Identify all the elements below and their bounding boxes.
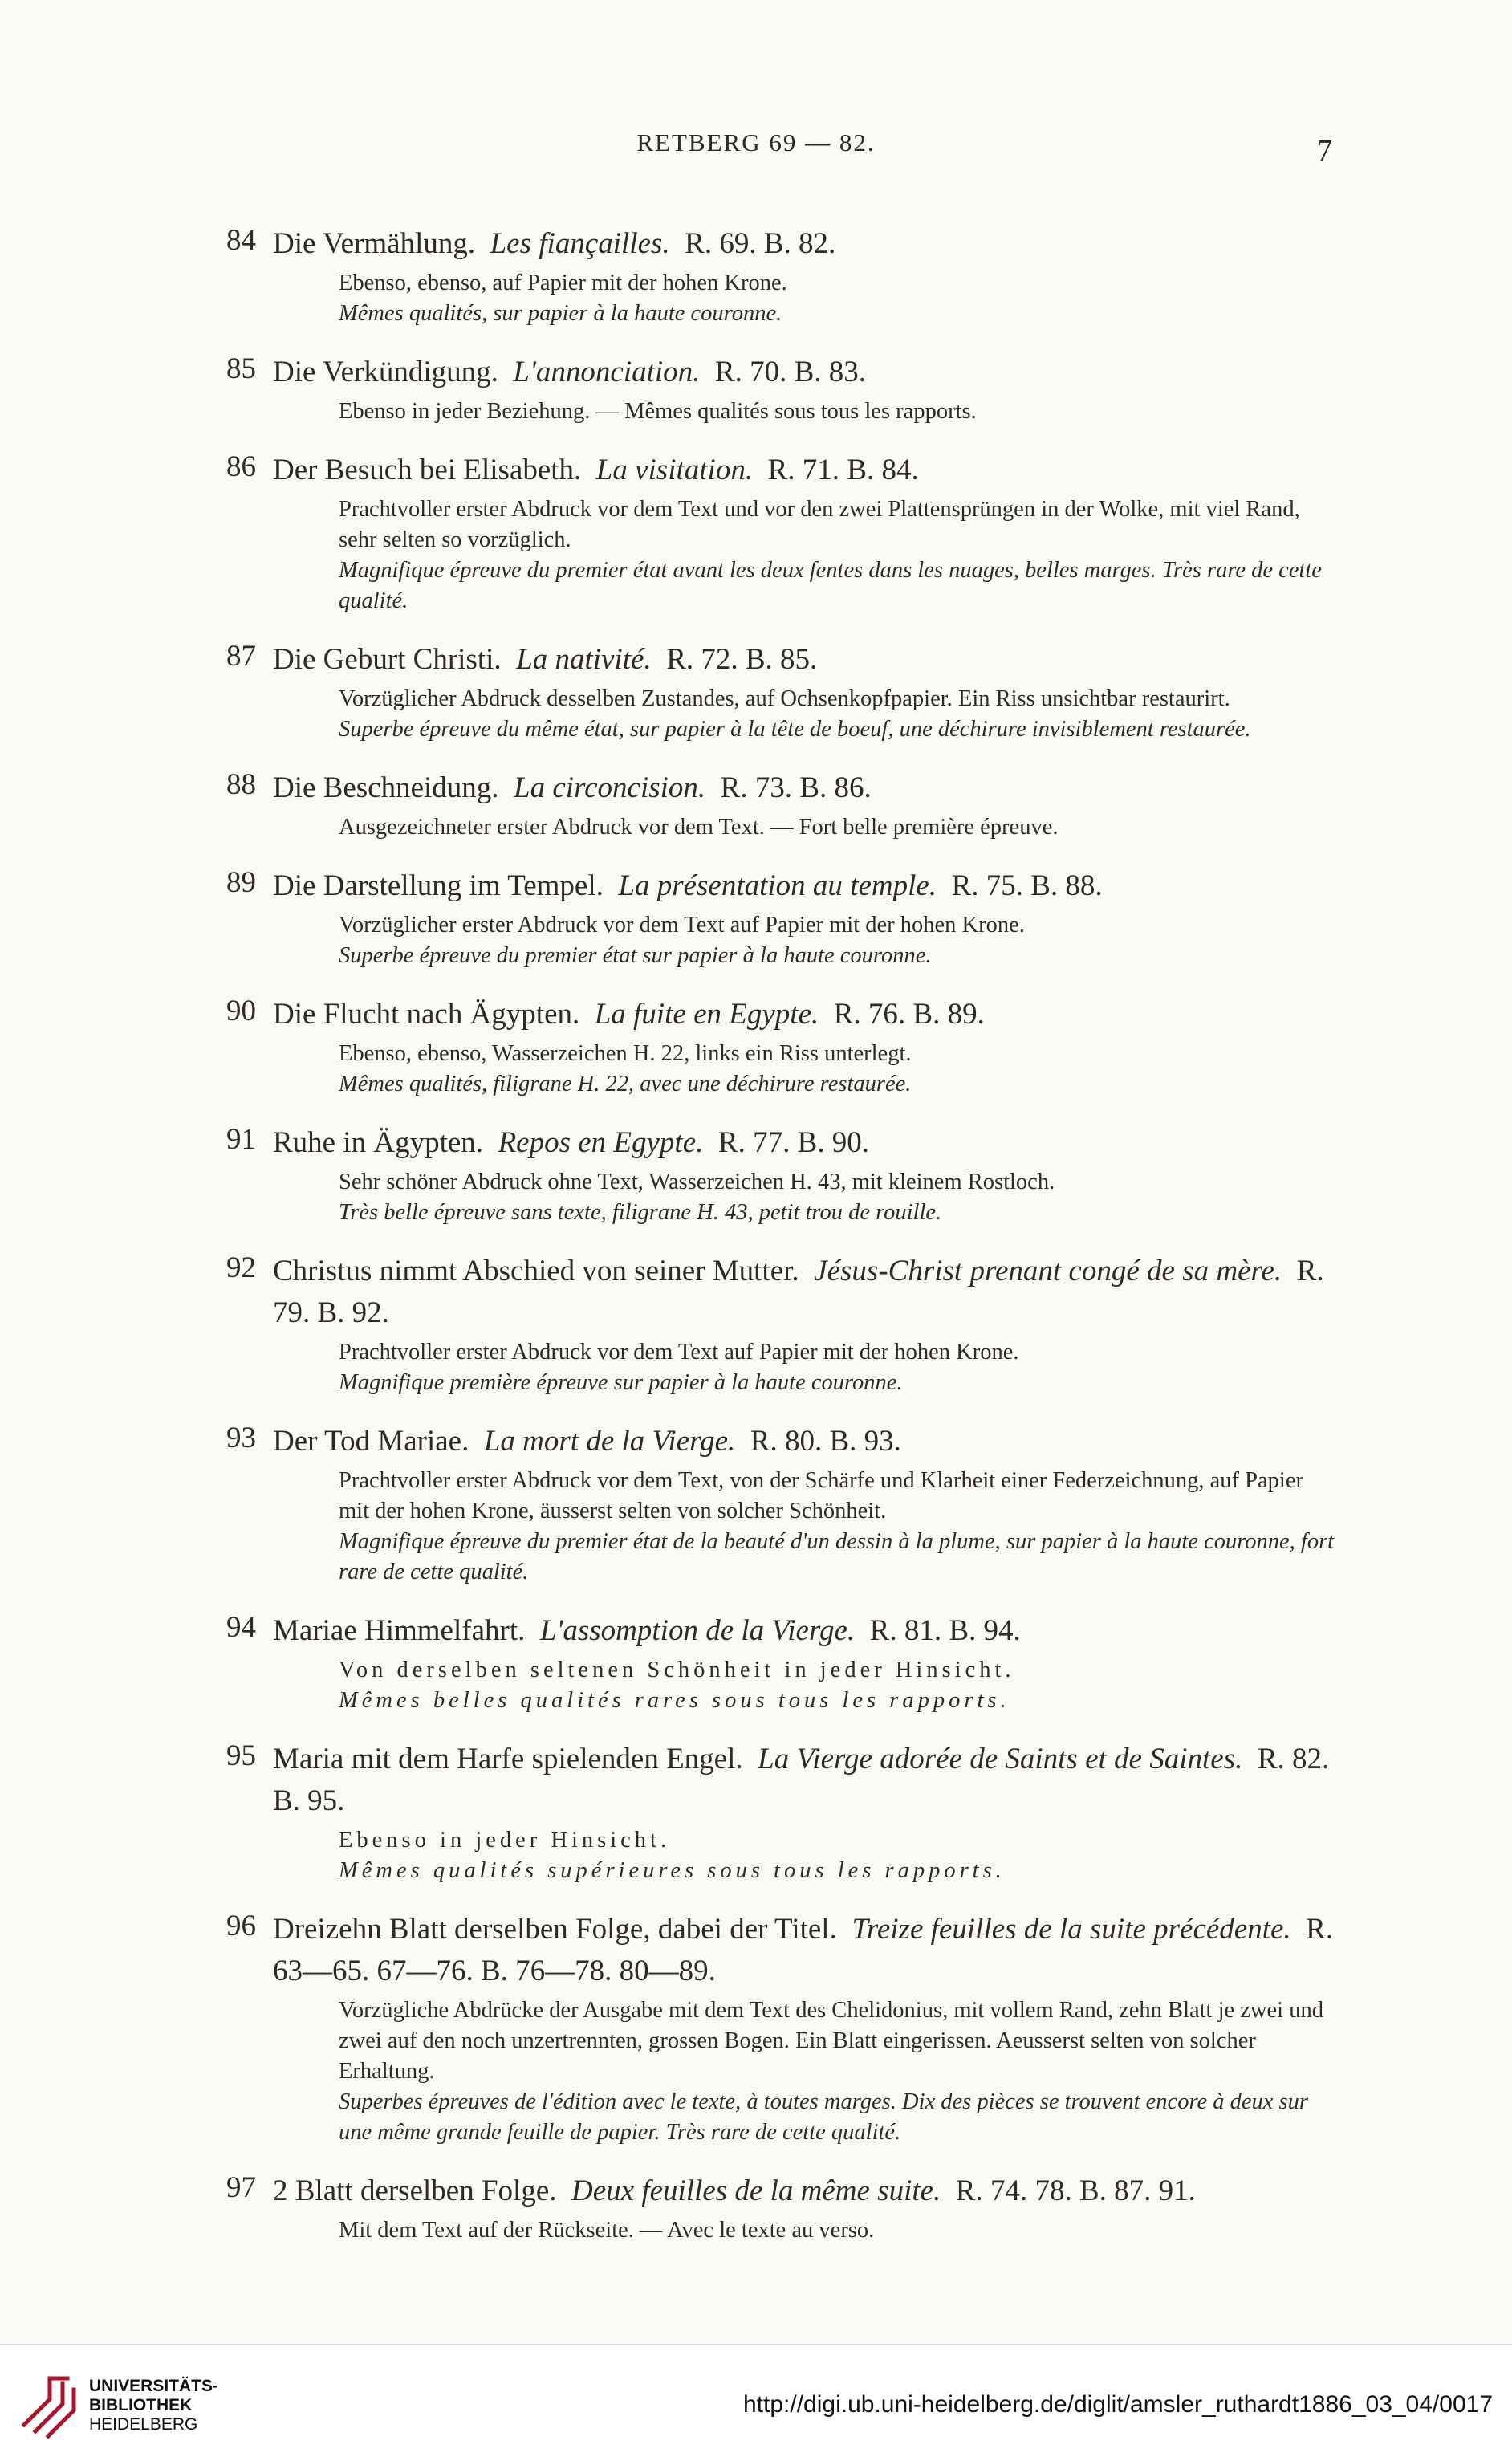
entry-87 — [226, 639, 1336, 745]
entry-description-fr: Mêmes belles qualités rares sous tous les rapports. — [339, 1688, 1010, 1713]
entry-91 — [226, 1122, 1336, 1228]
entry-ref: R. 79. B. 92. — [273, 1255, 1324, 1329]
running-head: RETBERG 69 — 82. — [636, 128, 876, 157]
entry-title-line — [226, 1122, 1336, 1164]
entry-ref: R. 80. B. 93. — [750, 1425, 901, 1458]
entry-ref: R. 74. 78. B. 87. 91. — [955, 2174, 1196, 2207]
entry-title-line — [226, 767, 1336, 809]
entry-description-de: Sehr schöner Abdruck ohne Text, Wasserzeichen H. 43, mit kleinem Rostloch. — [339, 1169, 1055, 1194]
entry-number: 92 — [226, 1251, 256, 1284]
viewer-footer — [0, 2344, 1512, 2461]
entry-number: 85 — [226, 352, 256, 385]
entry-ref: R. 63—65. 67—76. B. 76—78. 80—89. — [273, 1913, 1334, 1987]
entry-description-de: Ebenso, ebenso, auf Papier mit der hohen Krone. — [339, 271, 787, 295]
entry-title-de: Maria mit dem Harfe spielenden Engel. — [273, 1743, 743, 1776]
entry-description-fr: Mêmes qualités, sur papier à la haute couronne. — [339, 301, 782, 326]
entry-title-line — [226, 352, 1336, 393]
entry-title-line — [226, 1909, 1336, 1992]
entry-description-de: Vorzüglicher Abdruck desselben Zustandes, auf Ochsenkopfpapier. Ein Riss unsichtbar restaurirt. — [339, 686, 1230, 711]
entry-title-fr: La présentation au temple. — [618, 869, 937, 902]
entry-title-line — [226, 1251, 1336, 1334]
entry-description-de: Prachtvoller erster Abdruck vor dem Text auf Papier mit der hohen Krone. — [339, 1340, 1019, 1365]
entry-ref: R. 72. B. 85. — [666, 643, 818, 676]
entry-number: 87 — [226, 640, 256, 673]
entry-title-de: Die Verkündigung. — [273, 356, 498, 388]
entry-title-de: Der Besuch bei Elisabeth. — [273, 454, 582, 486]
entry-92 — [226, 1251, 1336, 1398]
library-name — [89, 2377, 218, 2435]
entry-description-fr: Superbe épreuve du premier état sur papier à la haute couronne. — [339, 943, 932, 968]
entry-ref: R. 69. B. 82. — [685, 227, 836, 260]
entry-description-fr: Superbe épreuve du même état, sur papier à la tête de boeuf, une déchirure invisiblement restaurée. — [339, 717, 1251, 742]
entry-ref: R. 71. B. 84. — [767, 454, 919, 486]
entry-title-fr: Deux feuilles de la même suite. — [571, 2174, 941, 2207]
entry-description-fr: Superbes épreuves de l'édition avec le texte, à toutes marges. Dix des pièces se trouvent encore à deux sur une même grande feuille de papier. Très rare de cette qualité. — [339, 2089, 1308, 2145]
entry-description-de: Vorzügliche Abdrücke der Ausgabe mit dem Text des Chelidonius, mit vollem Rand, zehn Blatt je zwei und zwei auf den noch unzertrennten, grossen Bogen. Ein Blatt eingerissen. Aeusserst selten von solcher Erhaltung. — [339, 1998, 1323, 2084]
entry-number: 91 — [226, 1123, 256, 1156]
entry-description-fr: Magnifique épreuve du premier état de la beauté d'un dessin à la plume, sur papier à la haute couronne, fort rare de cette qualité. — [339, 1529, 1335, 1584]
entry-title-de: Die Darstellung im Tempel. — [273, 869, 604, 902]
entry-title-line — [226, 2170, 1336, 2212]
entry-title-fr: Jésus-Christ prenant congé de sa mère. — [814, 1255, 1282, 1287]
entry-title-fr: L'assomption de la Vierge. — [539, 1614, 856, 1647]
entry-95 — [226, 1739, 1336, 1886]
entry-number: 95 — [226, 1739, 256, 1772]
entry-title-fr: L'annonciation. — [513, 356, 701, 388]
entry-title-fr: La visitation. — [595, 454, 754, 486]
entry-description-fr: Magnifique première épreuve sur papier à la haute couronne. — [339, 1370, 903, 1395]
source-url-link[interactable]: http://digi.ub.uni-heidelberg.de/diglit/amsler_ruthardt1886_03_04/0017 — [743, 2391, 1493, 2418]
entry-title-fr: Repos en Egypte. — [498, 1126, 704, 1159]
entry-number: 96 — [226, 1910, 256, 1942]
entry-title-de: Christus nimmt Abschied von seiner Mutter. — [273, 1255, 799, 1287]
entry-86 — [226, 449, 1336, 616]
entry-number: 86 — [226, 450, 256, 483]
entry-description-de: Ebenso, ebenso, Wasserzeichen H. 22, links ein Riss unterlegt. — [339, 1041, 912, 1066]
entry-number: 88 — [226, 768, 256, 801]
university-library-logo-icon — [13, 2367, 85, 2439]
entry-title-de: Die Vermählung. — [273, 227, 476, 260]
entry-ref: R. 82. B. 95. — [273, 1743, 1330, 1817]
library-line-1: UNIVERSITÄTS- — [89, 2377, 219, 2395]
entry-description-de: Vorzüglicher erster Abdruck vor dem Text auf Papier mit der hohen Krone. — [339, 913, 1025, 938]
entry-number: 94 — [226, 1611, 256, 1644]
entry-description-fr: Mêmes qualités, filigrane H. 22, avec une déchirure restaurée. — [339, 1072, 912, 1096]
entry-description-de: Ebenso in jeder Hinsicht. — [339, 1828, 671, 1853]
entry-90 — [226, 994, 1336, 1100]
entry-88 — [226, 767, 1336, 843]
entry-84 — [226, 223, 1336, 329]
entry-title-fr: La Vierge adorée de Saints et de Saintes. — [758, 1743, 1243, 1776]
entry-title-de: Die Geburt Christi. — [273, 643, 502, 676]
entry-title-fr: La fuite en Egypte. — [594, 998, 819, 1031]
entry-title-line — [226, 994, 1336, 1035]
entry-title-de: Die Flucht nach Ägypten. — [273, 998, 580, 1031]
entry-93 — [226, 1421, 1336, 1588]
entry-title-de: Der Tod Mariae. — [273, 1425, 469, 1458]
entry-title-fr: Treize feuilles de la suite précédente. — [852, 1913, 1291, 1946]
entry-number: 84 — [226, 224, 256, 257]
entry-title-de: Ruhe in Ägypten. — [273, 1126, 484, 1159]
entry-number: 93 — [226, 1422, 256, 1454]
entry-title-line — [226, 449, 1336, 491]
entry-ref: R. 75. B. 88. — [951, 869, 1103, 902]
entry-description-fr: Magnifique épreuve du premier état avant les deux fentes dans les nuages, belles marges. Très rare de cette qualité. — [339, 558, 1322, 613]
entry-85 — [226, 352, 1336, 427]
entry-ref: R. 76. B. 89. — [833, 998, 985, 1031]
entry-title-fr: La circoncision. — [514, 771, 706, 804]
entry-title-line — [226, 1421, 1336, 1462]
entry-title-line — [226, 1739, 1336, 1822]
entry-title-fr: Les fiançailles. — [490, 227, 670, 260]
entry-ref: R. 73. B. 86. — [720, 771, 872, 804]
entry-title-fr: La nativité. — [516, 643, 652, 676]
entry-ref: R. 77. B. 90. — [717, 1126, 869, 1159]
entries-list — [226, 223, 1336, 2268]
page-number: 7 — [1317, 134, 1332, 168]
entry-description-de: Mit dem Text auf der Rückseite. — Avec le texte au verso. — [339, 2218, 875, 2243]
entry-96 — [226, 1909, 1336, 2148]
entry-description-de: Prachtvoller erster Abdruck vor dem Text und vor den zwei Plattensprüngen in der Wolke, mit viel Rand, sehr selten so vorzüglich. — [339, 497, 1300, 552]
entry-description-de: Prachtvoller erster Abdruck vor dem Text, von der Schärfe und Klarheit einer Federzeichnung, auf Papier mit der hohen Krone, äusserst selten von solcher Schönheit. — [339, 1468, 1303, 1523]
entry-title-de: Mariae Himmelfahrt. — [273, 1614, 526, 1647]
entry-89 — [226, 865, 1336, 971]
entry-title-line — [226, 639, 1336, 681]
entry-description-de: Ausgezeichneter erster Abdruck vor dem Text. — Fort belle première épreuve. — [339, 815, 1059, 840]
entry-title-de: 2 Blatt derselben Folge. — [273, 2174, 557, 2207]
library-line-2: BIBLIOTHEK — [89, 2396, 193, 2414]
entry-title-fr: La mort de la Vierge. — [483, 1425, 736, 1458]
entry-title-line — [226, 1610, 1336, 1652]
entry-description-de: Von derselben seltenen Schönheit in jeder Hinsicht. — [339, 1658, 1015, 1682]
entry-title-de: Die Beschneidung. — [273, 771, 499, 804]
entry-title-line — [226, 223, 1336, 265]
entry-ref: R. 70. B. 83. — [714, 356, 867, 388]
entry-ref: R. 81. B. 94. — [869, 1614, 1021, 1647]
entry-97 — [226, 2170, 1336, 2246]
entry-number: 90 — [226, 995, 256, 1027]
entry-number: 89 — [226, 866, 256, 899]
entry-title-de: Dreizehn Blatt derselben Folge, dabei der Titel. — [273, 1913, 837, 1946]
entry-description-fr: Mêmes qualités supérieures sous tous les rapports. — [339, 1858, 1006, 1883]
library-line-3: HEIDELBERG — [89, 2415, 198, 2434]
entry-number: 97 — [226, 2171, 256, 2204]
entry-description-fr: Très belle épreuve sans texte, filigrane H. 43, petit trou de rouille. — [339, 1200, 942, 1225]
entry-94 — [226, 1610, 1336, 1716]
entry-description-de: Ebenso in jeder Beziehung. — Mêmes qualités sous tous les rapports. — [339, 399, 977, 424]
entry-title-line — [226, 865, 1336, 907]
